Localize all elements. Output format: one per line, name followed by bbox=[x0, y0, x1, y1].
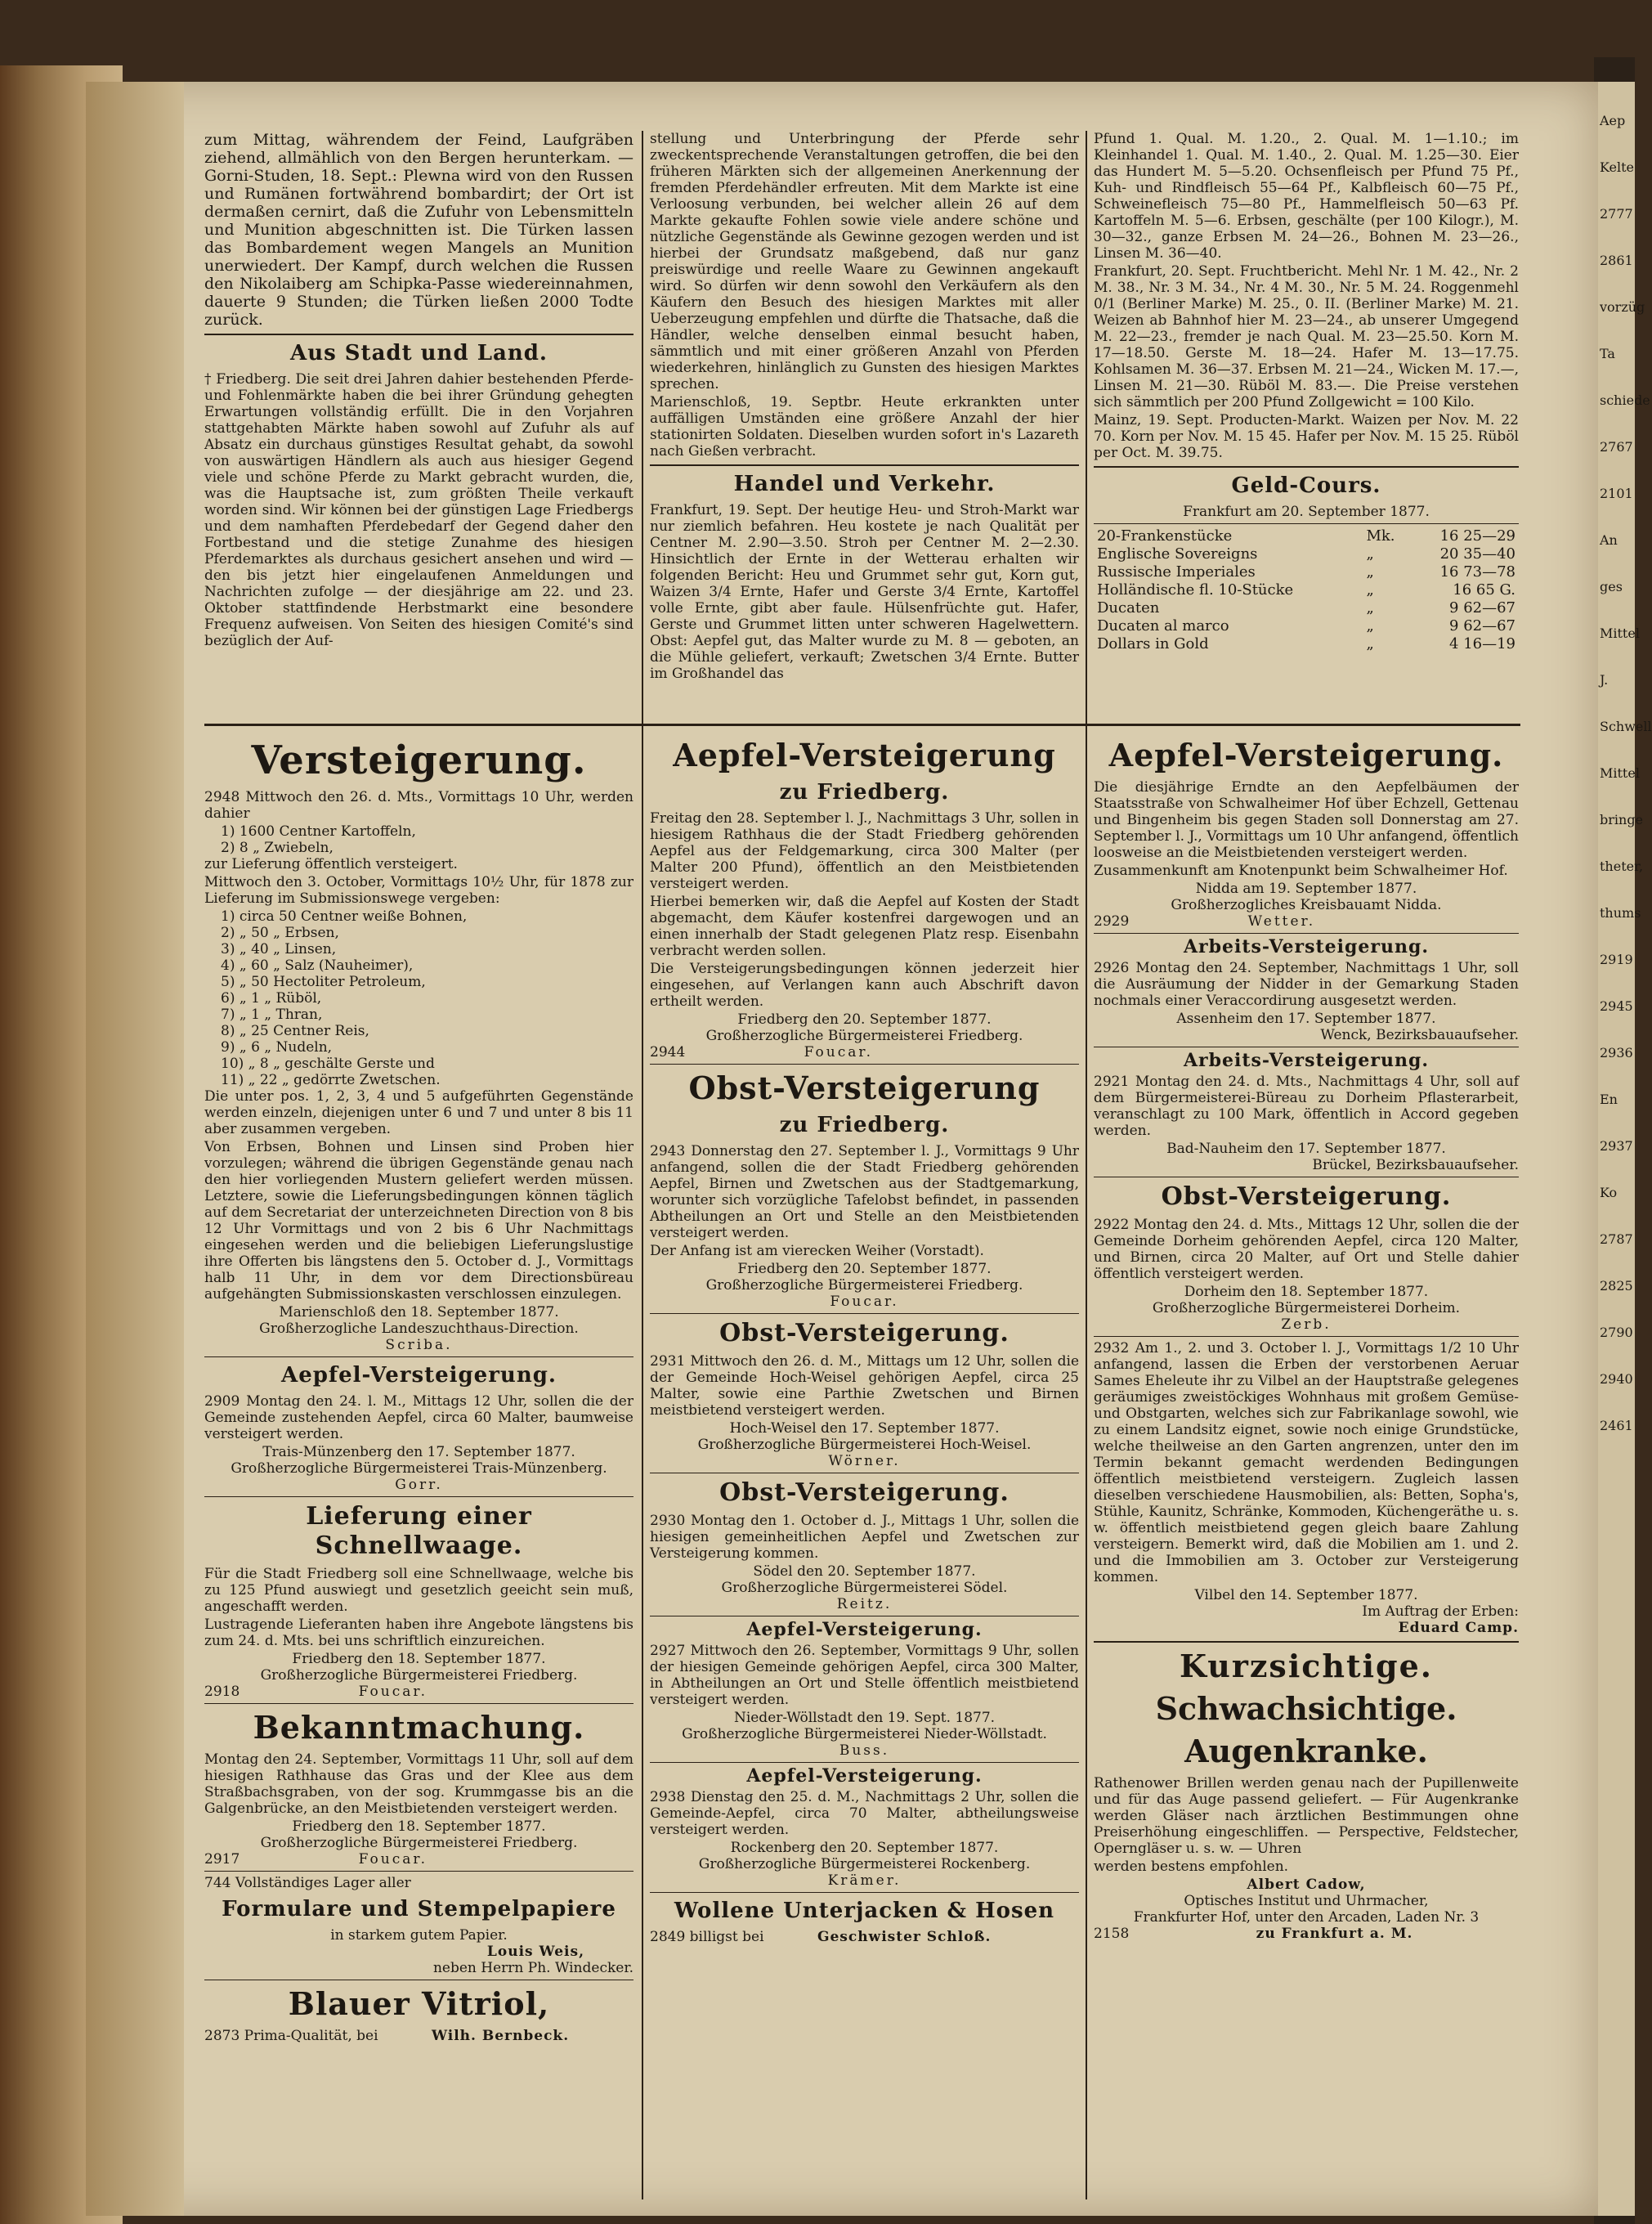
margin-fragment: 2101 bbox=[1600, 486, 1633, 501]
margin-fragment: Mittel bbox=[1600, 626, 1640, 641]
list-item: 5) „ 50 Hectoliter Petroleum, bbox=[221, 974, 426, 990]
ad-text: Mittwoch den 3. October, Vormittags 10½ Uhr, für 1878 zur Lieferung im Submissionswege vergeben: bbox=[204, 874, 633, 907]
ad-text: Von Erbsen, Bohnen und Linsen sind Proben hier vorzulegen; während die übrigen Gegenstände genau nach den hier vorliegenden Mustern geliefert werden müssen. Letztere, sowie die Lieferungsbedingungen können täglich auf dem Secretariat der unterzeichneten Direction von 8 bis 12 Uhr Vormittags und von 2 bis 6 Uhr Nachmittags eingesehen werden und die beliebigen Lieferungslustige ihre Offerten bis längstens den 5. October d. J., Vormittags halb 11 Uhr, in dem vor dem Directionsbüreau aufgehängten Submissionskasten verschlossen einzulegen. bbox=[204, 1139, 633, 1303]
margin-fragment: Kelte bbox=[1600, 159, 1635, 175]
list-item: 2) „ 50 „ Erbsen, bbox=[221, 925, 339, 941]
ad-date: Hoch-Weisel den 17. September 1877. bbox=[729, 1420, 1000, 1437]
ad-number: 2931 bbox=[650, 1353, 686, 1370]
margin-fragment: 2790 bbox=[1600, 1325, 1633, 1340]
ad-number: 744 bbox=[204, 1875, 231, 1891]
exchange-name: Holländische fl. 10-Stücke bbox=[1097, 581, 1294, 599]
margin-fragment: schiede bbox=[1600, 392, 1650, 408]
margin-fragment: 2936 bbox=[1600, 1045, 1633, 1060]
ad-title: Blauer Vitriol, bbox=[288, 1985, 550, 2022]
ad-text: Donnerstag den 27. September l. J., Vormittags 9 Uhr anfangend, sollen die der Stadt Friedberg gehörenden Aepfel, Birnen und Zwetschen aus der Stadtgemarkung, worunter sich vorzügliche Tafelobst befindet, in passenden Abtheilungen an Ort und Stelle an den Meistbietenden versteigert werden. bbox=[650, 1143, 1079, 1241]
divider bbox=[650, 464, 1079, 466]
marienschloss-note: Marienschloß, 19. Septbr. Heute erkrankten unter auffälligen Umständen eine größere Anzahl der hier stationirten Soldaten. Dieselben wurden sofort in's Lazareth nach Gießen verbracht. bbox=[650, 394, 1079, 460]
ad-title: Augenkranke. bbox=[1184, 1733, 1428, 1769]
exchange-row bbox=[1094, 581, 1519, 599]
ad-signature: Reitz. bbox=[836, 1596, 893, 1612]
divider bbox=[1094, 1336, 1519, 1337]
margin-fragment: J. bbox=[1600, 672, 1609, 688]
ad-title: Aepfel-Versteigerung bbox=[673, 737, 1056, 773]
ad-authority: Großherzogliches Kreisbauamt Nidda. bbox=[1171, 897, 1442, 913]
exchange-value: 20 35—40 bbox=[1439, 545, 1515, 563]
margin-fragment: 2787 bbox=[1600, 1231, 1633, 1247]
list-item: 6) „ 1 „ Rüböl, bbox=[221, 990, 322, 1007]
ad-title: Kurzsichtige. bbox=[1180, 1648, 1433, 1684]
ad-subtitle: zu Friedberg. bbox=[779, 1113, 950, 1137]
mainz-report: Mainz, 19. Sept. Producten-Markt. Waizen per Nov. M. 22 70. Korn per Nov. M. 15 45. Hafer per Nov. M. 15 25. Rüböl per Oct. M. 39.75. bbox=[1094, 412, 1519, 461]
exchange-row bbox=[1094, 563, 1519, 581]
exchange-name: Dollars in Gold bbox=[1097, 635, 1209, 652]
ad-text: Die diesjährige Erndte an den Aepfelbäumen der Staatsstraße von Schwalheimer Hof über Echzell, Gettenau und Bingenheim bis gegen Staden soll Donnerstag am 27. September l. J., Vormittags um 10 Uhr anfangend, öffentlich loosweise an die Meistbietenden versteigert werden. bbox=[1094, 779, 1519, 861]
ad-authority: Großherzogliche Bürgermeisterei Friedberg. bbox=[705, 1277, 1023, 1294]
ad-title: Aepfel-Versteigerung. bbox=[746, 1765, 983, 1787]
ad-text: Mittwoch den 26. September, Vormittags 9 Uhr, sollen der hiesigen Gemeinde gehörigen Aepfel, circa 300 Malter, in Abtheilungen an Ort und Stelle öffentlich meistbietend versteigert werden. bbox=[650, 1643, 1080, 1708]
ad-signature: Wenck, Bezirksbauaufseher. bbox=[1320, 1027, 1519, 1043]
list-item: 10) „ 8 „ geschälte Gerste und bbox=[221, 1056, 435, 1072]
ad-signature: Foucar. bbox=[358, 1684, 428, 1700]
ad-signature: Foucar. bbox=[804, 1044, 874, 1060]
ad-number: 2926 bbox=[1094, 960, 1130, 976]
ad-text: billigst bei bbox=[689, 1929, 764, 1945]
ad-authority: Großherzogliche Bürgermeisterei Dorheim. bbox=[1152, 1300, 1461, 1316]
list-item: 8) „ 25 Centner Reis, bbox=[221, 1023, 369, 1039]
exchange-value: 16 25—29 bbox=[1439, 527, 1515, 545]
list-item: 7) „ 1 „ Thran, bbox=[221, 1007, 323, 1023]
ad-number: 2944 bbox=[650, 1044, 686, 1060]
ad-signature: Gorr. bbox=[395, 1477, 443, 1493]
ad-number: 2918 bbox=[204, 1684, 240, 1700]
ad-date: Friedberg den 20. September 1877. bbox=[737, 1261, 992, 1277]
ad-date: Dorheim den 18. September 1877. bbox=[1184, 1284, 1429, 1300]
column-rule bbox=[642, 131, 643, 728]
ad-signature: Scriba. bbox=[385, 1337, 453, 1353]
exchange-value: 9 62—67 bbox=[1449, 617, 1515, 634]
exchange-name: Ducaten al marco bbox=[1097, 617, 1229, 634]
ad-text: in starkem gutem Papier. bbox=[330, 1927, 508, 1944]
ad-text: Montag den 24. d. Mts., Mittags 12 Uhr, sollen die der Gemeinde Dorheim gehörenden Aepfel, circa 120 Malter, und Birnen, circa 20 Malter, auf Ort und Stelle dahier öffentlich versteigert werden. bbox=[1094, 1217, 1520, 1282]
divider bbox=[1094, 523, 1519, 524]
exchange-unit: „ bbox=[1366, 617, 1374, 634]
ad-text: Zusammenkunft am Knotenpunkt beim Schwalheimer Hof. bbox=[1094, 863, 1508, 879]
exchange-row bbox=[1094, 635, 1519, 653]
margin-fragment: 2940 bbox=[1600, 1371, 1633, 1387]
ad-text: Dienstag den 25. d. M., Nachmittags 2 Uhr, sollen die Gemeinde-Aepfel, circa 70 Malter, abtheilungsweise versteigert werden. bbox=[650, 1789, 1079, 1838]
ad-text: werden bestens empfohlen. bbox=[1094, 1859, 1289, 1875]
price-report: Pfund 1. Qual. M. 1.20., 2. Qual. M. 1—1.10.; im Kleinhandel 1. Qual. M. 1.40., 2. Qual. M. 1.25—30. Eier das Hundert M. 5—5.20. Ochsenfleisch per Pfund 75 Pf., Kuh- und Rindfleisch 55—64 Pf., Kalbfleisch 60—75 Pf., Schweinefleisch 75—80 Pf., Hammelfleisch 50—63 Pf. Kartoffeln M. 5—6. Erbsen, geschälte (per 100 Kilogr.), M. 30—32., ganze Erbsen M. 24—26., Bohnen M. 23—26., Linsen M. 36—40. bbox=[1094, 131, 1519, 262]
news-column-3 bbox=[1094, 131, 1519, 653]
ad-signature: Foucar. bbox=[358, 1851, 428, 1868]
news-column-1 bbox=[204, 131, 633, 651]
ad-text: Hierbei bemerken wir, daß die Aepfel auf Kosten der Stadt abgemacht, dem Käufer kostenfrei dargewogen und an einen innerhalb der Stadt gelegenen Platz resp. Eisenbahn verbracht werden sollen. bbox=[650, 894, 1079, 959]
exchange-row bbox=[1094, 599, 1519, 617]
margin-fragment: 2919 bbox=[1600, 952, 1633, 967]
divider bbox=[204, 1703, 633, 1704]
section-heading: Handel und Verkehr. bbox=[733, 472, 996, 496]
ad-title: Aepfel-Versteigerung. bbox=[281, 1363, 557, 1388]
ad-text: Montag den 24. l. M., Mittags 12 Uhr, sollen die der Gemeinde zustehenden Aepfel, circa 60 Malter, baumweise versteigert werden. bbox=[204, 1393, 633, 1442]
exchange-value: 9 62—67 bbox=[1449, 599, 1515, 617]
divider bbox=[204, 334, 633, 335]
list-item: 3) „ 40 „ Linsen, bbox=[221, 941, 337, 957]
ad-number: 2849 bbox=[650, 1929, 686, 1945]
margin-fragment: An bbox=[1600, 532, 1618, 548]
adjacent-page-margin bbox=[1598, 82, 1652, 2216]
margin-fragment: En bbox=[1600, 1092, 1618, 1107]
list-item: 1) circa 50 Centner weiße Bohnen, bbox=[221, 908, 468, 925]
ad-title: Obst-Versteigerung. bbox=[719, 1319, 1010, 1347]
ad-signature: Eduard Camp. bbox=[1398, 1620, 1519, 1636]
exchange-value: 16 65 G. bbox=[1453, 581, 1515, 599]
exchange-unit: „ bbox=[1366, 599, 1374, 617]
ad-signature: Wörner. bbox=[828, 1453, 901, 1469]
ad-line: 1) 1600 Centner Kartoffeln, bbox=[221, 823, 416, 840]
ad-name: Wilh. Bernbeck. bbox=[431, 2028, 570, 2044]
ad-authority: Großherzogliche Bürgermeisterei Rockenberg. bbox=[698, 1856, 1031, 1872]
ad-number: 2909 bbox=[204, 1393, 240, 1410]
ad-text: Am 1., 2. und 3. October l. J., Vormittags 1/2 10 Uhr anfangend, lassen die Erben der verstorbenen Aeruar Sames Eheleute ihr zu Vilbel an der Hauptstraße gelegenes geräumiges zweistöckiges Wohnhaus mit großem Gemüse- und Obstgarten, welches sich zur Fabrikanlage sowohl, wie zu einem Landsitz eignet, sowie noch einige Grundstücke, welche theilweise an den Garten angrenzen, unter den im Termin bekannt gemacht werdenden Bedingungen öffentlich meistbietend versteigern. Zugleich lassen dieselben verschiedene Hausmobilien, als: Betten, Sopha's, Stühle, Kaunitz, Schränke, Kommoden, Küchengeräthe u. s. w. öffentlich meistbietend gegen gleich baare Zahlung versteigern. Bemerkt wird, daß die Mobilien am 1. und 2. und die Immobilien am 3. October zur Versteigerung kommen. bbox=[1094, 1340, 1520, 1585]
ad-signature: Buss. bbox=[839, 1742, 890, 1759]
ad-number: 2927 bbox=[650, 1643, 686, 1659]
ad-text: Rathenower Brillen werden genau nach der Pupillenweite und für das Auge passend geliefert. — Für Augenkranke werden Gläser nach ärztlichen Bestimmungen ohne Preiserhöhung eingeschliffen. — Perspective, Feldstecher, Operngläser u. s. w. — Uhren bbox=[1094, 1775, 1519, 1857]
ad-title: Arbeits-Versteigerung. bbox=[1183, 936, 1430, 957]
ad-authority: Großherzogliche Bürgermeisterei Hoch-Weisel. bbox=[697, 1437, 1032, 1453]
ad-number: 2932 bbox=[1094, 1340, 1130, 1356]
exchange-row bbox=[1094, 617, 1519, 635]
ad-title: Formulare und Stempelpapiere bbox=[222, 1897, 616, 1921]
ad-title: Obst-Versteigerung. bbox=[1161, 1182, 1452, 1211]
ad-signature: Wetter. bbox=[1247, 913, 1316, 930]
ad-signature: Zerb. bbox=[1281, 1316, 1332, 1333]
divider bbox=[650, 1762, 1079, 1763]
margin-fragment: Ko bbox=[1600, 1185, 1618, 1200]
margin-fragment: 2937 bbox=[1600, 1138, 1633, 1154]
ad-title: Lieferung einer Schnellwaage. bbox=[306, 1502, 532, 1560]
divider bbox=[204, 1356, 633, 1357]
exchange-name: Ducaten bbox=[1097, 599, 1160, 617]
ad-signature: Foucar. bbox=[830, 1294, 899, 1310]
ad-name: Geschwister Schloß. bbox=[817, 1929, 992, 1945]
divider bbox=[204, 1496, 633, 1497]
ad-date: Friedberg den 20. September 1877. bbox=[737, 1011, 992, 1028]
war-report: zum Mittag, währendem der Feind, Laufgräben ziehend, allmählich von den Bergen herunterkam. — Gorni-Studen, 18. Sept.: Plewna wird von den Russen und Rumänen fortwährend bombardirt; der Ort ist dermaßen cernirt, daß die Zufuhr von Lebensmitteln und Munition abgeschnitten ist. Die Türken lassen das Bombardement wegen Mangels an Munition unerwiedert. Der Kampf, durch welchen die Russen den Nikolaiberg am Schipka-Passe wiedereinnahmen, dauerte 9 Stunden; die Türken ließen 2000 Todte zurück. bbox=[204, 131, 633, 329]
ad-number: 2930 bbox=[650, 1513, 686, 1529]
margin-fragment: 2825 bbox=[1600, 1278, 1633, 1294]
ad-text: Montag den 24. September, Nachmittags 1 Uhr, soll die Ausräumung der Nidder in der Gemarkung Staden nochmals einer Veraccordirung ausgesetzt werden. bbox=[1094, 960, 1519, 1009]
divider bbox=[650, 1313, 1079, 1314]
exchange-name: 20-Frankenstücke bbox=[1097, 527, 1233, 545]
ad-number: 2922 bbox=[1094, 1217, 1130, 1233]
ad-subtitle: zu Friedberg. bbox=[779, 780, 950, 805]
divider bbox=[204, 1871, 633, 1872]
ad-text: Mittwoch den 26. d. Mts., Vormittags 10 Uhr, werden dahier bbox=[204, 789, 634, 822]
ad-number: 2873 bbox=[204, 2028, 240, 2044]
margin-fragment: Aep bbox=[1600, 113, 1626, 128]
margin-fragment: Schwell bbox=[1600, 719, 1652, 734]
money-subheading: Frankfurt am 20. September 1877. bbox=[1183, 504, 1430, 520]
exchange-unit: „ bbox=[1366, 581, 1374, 599]
ad-text: Prima-Qualität, bei bbox=[244, 2028, 378, 2044]
exchange-row bbox=[1094, 545, 1519, 563]
exchange-unit: Mk. bbox=[1366, 527, 1395, 545]
exchange-row bbox=[1094, 527, 1519, 545]
ad-text: Freitag den 28. September l. J., Nachmittags 3 Uhr, sollen in hiesigem Rathhaus die der Stadt Friedberg gehörenden Aepfel aus der Feldgemarkung, circa 300 Malter (per Malter 200 Pfund), öffentlich an den Meistbietenden versteigert werden. bbox=[650, 810, 1079, 892]
ad-text: Lustragende Lieferanten haben ihre Angebote längstens bis zum 24. d. Mts. bei uns schriftlich einzureichen. bbox=[204, 1616, 633, 1649]
ad-title: Obst-Versteigerung. bbox=[719, 1478, 1010, 1507]
ad-number: 2929 bbox=[1094, 913, 1130, 930]
margin-fragment: ges bbox=[1600, 579, 1623, 594]
ad-date: Friedberg den 18. September 1877. bbox=[292, 1651, 546, 1667]
divider bbox=[650, 1064, 1079, 1065]
ad-text: Montag den 24. d. Mts., Nachmittags 4 Uhr, soll auf dem Bürgermeisterei-Büreau zu Dorheim Pflasterarbeit, veranschlagt zu 100 Mark, öffentlich in Accord gegeben werden. bbox=[1094, 1074, 1519, 1139]
ad-text: Montag den 1. October d. J., Mittags 1 Uhr, sollen die hiesigen gemeinheitlichen Aepfel und Zwetschen zur Versteigerung kommen. bbox=[650, 1513, 1080, 1562]
ad-signature: Brückel, Bezirksbauaufseher. bbox=[1312, 1157, 1519, 1173]
margin-fragment: 2461 bbox=[1600, 1418, 1633, 1433]
divider bbox=[1094, 933, 1519, 934]
ad-address: Optisches Institut und Uhrmacher, bbox=[1184, 1893, 1429, 1909]
ad-text: Die unter pos. 1, 2, 3, 4 und 5 aufgeführten Gegenstände werden einzeln, diejenigen unter 6 und 7 und unter 8 bis 11 aber zusammen vergeben. bbox=[204, 1088, 633, 1137]
ad-authority: Großherzogliche Bürgermeisterei Friedberg. bbox=[705, 1028, 1023, 1044]
column-rule bbox=[1086, 728, 1087, 2199]
divider bbox=[650, 1892, 1079, 1893]
ad-number: 2917 bbox=[204, 1851, 240, 1868]
ad-authority: Großherzogliche Landeszuchthaus-Direction. bbox=[259, 1320, 579, 1337]
ad-date: Friedberg den 18. September 1877. bbox=[292, 1818, 546, 1835]
section-heading: Aus Stadt und Land. bbox=[290, 341, 548, 365]
margin-fragment: bringe bbox=[1600, 812, 1644, 827]
ad-date: Vilbel den 14. September 1877. bbox=[1194, 1587, 1418, 1603]
ad-text: Montag den 24. September, Vormittags 11 Uhr, soll auf dem hiesigen Rathhause das Gras und der Klee aus dem Straßbachsgraben, von der sog. Krummgasse bis an die Galgenbrücke, an den Meistbietenden versteigert werden. bbox=[204, 1751, 633, 1817]
exchange-table bbox=[1094, 527, 1519, 653]
exchange-name: Englische Sovereigns bbox=[1097, 545, 1258, 563]
page-spine bbox=[86, 82, 184, 2216]
fruit-report: Frankfurt, 20. Sept. Fruchtbericht. Mehl Nr. 1 M. 42., Nr. 2 M. 38., Nr. 3 M. 34., Nr. 4 M. 30., Nr. 5 M. 24. Roggenmehl 0/1 (Berliner Marke) M. 25., 0. II. (Berliner Marke) M. 21. Weizen ab Bahnhof hier M. 23—24., ab unserer Umgegend M. 22—23., fremder je nach Qual. M. 23—25.50. Korn M. 17—18.50. Gerste M. 18—24. Hafer M. 13—17.75. Kohlsamen M. 36—37. Erbsen M. 21—24., Wicken M. 17.—, Linsen M. 21—30. Rüböl M. 83.—. Die Preise verstehen sich sämmtlich per 200 Pfund Zollgewicht = 100 Kilo. bbox=[1094, 263, 1519, 410]
horse-market-text: stellung und Unterbringung der Pferde sehr zweckentsprechende Veranstaltungen getroffen, die bei den früheren Märkten sich der allgemeinen Anerkennung der fremden Pferdehändler erfreuten. Mit dem Markte ist eine Verloosung verbunden, bei welcher allein 26 auf dem Markte gekaufte Fohlen sowie viele andere schöne und nützliche Gegenstände als Gewinne gezogen werden und ist hierbei der Grundsatz maßgebend, daß nur ganz preiswürdige und reelle Waare zu Gewinnen angekauft wird. So dürfen wir denn sowohl den Verkäufern als den Käufern den Besuch des hiesigen Marktes mit aller Ueberzeugung empfehlen und dürfte die Thatsache, daß die Händler, welche denselben einmal besucht haben, sämmtlich und mit einer größeren Anzahl von Pferden wiederkehren, hinlänglich zu Gunsten des hiesigen Marktes sprechen. bbox=[650, 131, 1079, 392]
ad-address: neben Herrn Ph. Windecker. bbox=[432, 1960, 633, 1976]
ad-text: Für die Stadt Friedberg soll eine Schnellwaage, welche bis zu 125 Pfund auswiegt und gesetzlich geeicht sein muß, angeschafft werden. bbox=[204, 1566, 633, 1615]
ad-name: Louis Weis, bbox=[486, 1944, 584, 1960]
margin-fragment: vorzüg bbox=[1600, 299, 1645, 315]
ads-column-3 bbox=[1094, 732, 1519, 1942]
exchange-name: Russische Imperiales bbox=[1097, 563, 1256, 581]
ad-number: 2921 bbox=[1094, 1074, 1130, 1090]
ad-title: Versteigerung. bbox=[251, 738, 587, 783]
exchange-unit: „ bbox=[1366, 545, 1374, 563]
margin-fragment: theter, bbox=[1600, 859, 1644, 874]
news-column-2 bbox=[650, 131, 1079, 684]
ad-title: Obst-Versteigerung bbox=[688, 1069, 1041, 1106]
ad-authority: Großherzogliche Bürgermeisterei Friedberg. bbox=[260, 1667, 578, 1684]
ad-authority: Großherzogliche Bürgermeisterei Trais-Münzenberg. bbox=[231, 1460, 607, 1477]
market-report: Frankfurt, 19. Sept. Der heutige Heu- und Stroh-Markt war nur ziemlich befahren. Heu kostete je nach Qualität per Centner M. 2.90—3.50. Stroh per Centner M. 2—2.30. Hinsichtlich der Ernte in der Wetterau erhalten wir folgenden Bericht: Heu und Grummet sehr gut, Korn gut, Waizen 3/4 Ernte, Hafer und Gerste 3/4 Ernte, Kartoffel volle Ernte, gibt aber faule. Hülsenfrüchte gut. Hafer, Gerste und Grummet litten unter schweren Hagelwettern. Obst: Aepfel gut, das Malter wurde zu M. 8 — geboten, an die Mühle geliefert, verkauft; Zwetschen 3/4 Ernte. Butter im Großhandel das bbox=[650, 502, 1079, 682]
list-item: 11) „ 22 „ gedörrte Zwetschen. bbox=[221, 1072, 441, 1088]
ad-address: zu Frankfurt a. M. bbox=[1256, 1926, 1413, 1942]
ad-text: Mittwoch den 26. d. M., Mittags um 12 Uhr, sollen die der Gemeinde Hoch-Weisel gehörigen Aepfel, circa 25 Malter, sowie eine Parthie Zwetschen und Birnen meistbietend versteigert werden. bbox=[650, 1353, 1080, 1419]
ad-text: Der Anfang ist am vierecken Weiher (Vorstadt). bbox=[650, 1243, 984, 1259]
ad-number: 2943 bbox=[650, 1143, 686, 1159]
ad-authority: Großherzogliche Bürgermeisterei Nieder-Wöllstadt. bbox=[682, 1726, 1047, 1742]
ad-name: Albert Cadow, bbox=[1247, 1876, 1366, 1893]
money-heading: Geld-Cours. bbox=[1231, 473, 1381, 498]
ad-date: Södel den 20. September 1877. bbox=[753, 1563, 976, 1580]
ad-title: Schwachsichtige. bbox=[1155, 1690, 1457, 1727]
margin-fragment: Ta bbox=[1600, 346, 1615, 361]
ad-text: Vollständiges Lager aller bbox=[235, 1875, 411, 1891]
ad-title: Arbeits-Versteigerung. bbox=[1183, 1050, 1430, 1071]
exchange-unit: „ bbox=[1366, 563, 1374, 581]
divider bbox=[1094, 466, 1519, 468]
ads-column-1 bbox=[204, 732, 633, 2044]
ad-authority: Großherzogliche Bürgermeisterei Södel. bbox=[721, 1580, 1008, 1596]
exchange-unit: „ bbox=[1366, 635, 1374, 652]
list-item: 9) „ 6 „ Nudeln, bbox=[221, 1039, 333, 1056]
ad-signature: Krämer. bbox=[827, 1872, 902, 1889]
ad-date: Bad-Nauheim den 17. September 1877. bbox=[1166, 1141, 1446, 1157]
ad-date: Rockenberg den 20. September 1877. bbox=[730, 1840, 999, 1856]
ad-date: Nidda am 19. September 1877. bbox=[1195, 881, 1417, 897]
ad-line: 2) 8 „ Zwiebeln, bbox=[221, 840, 334, 856]
local-news: † Friedberg. Die seit drei Jahren dahier bestehenden Pferde- und Fohlenmärkte haben die bei ihrer Gründung gehegten Erwartungen vollständig erfüllt. Die in den Vorjahren stattgehabten Märkte haben sowohl auf Zufuhr als auf Absatz ein durchaus günstiges Resultat gehabt, da sowohl von auswärtigen Händlern als auch aus hiesiger Gegend viele und schöne Pferde zu Markt gebracht wurden, die, was die Hauptsache ist, zum größten Theile verkauft worden sind. Wir können bei der günstigen Lage Friedbergs und dem namhaften Pferdebedarf der Gegend daher den Fortbestand und die stetige Zunahme des hiesigen Pferdemarktes als durchaus gesichert ansehen und wird — den bis jetzt hier eingelaufenen Anmeldungen und Nachrichten zufolge — der diesjährige am 22. und 23. Oktober stattfindende Herbstmarkt eine besondere Frequenz aufweisen. Von Seiten des hiesigen Comité's sind bezüglich der Auf- bbox=[204, 371, 633, 649]
margin-fragment: 2945 bbox=[1600, 998, 1633, 1014]
exchange-value: 4 16—19 bbox=[1449, 635, 1515, 652]
ad-text: zur Lieferung öffentlich versteigert. bbox=[204, 856, 458, 872]
ad-number: 2158 bbox=[1094, 1926, 1130, 1942]
ad-date: Trais-Münzenberg den 17. September 1877. bbox=[262, 1444, 575, 1460]
margin-fragment: 2767 bbox=[1600, 439, 1633, 455]
column-rule bbox=[642, 728, 643, 2199]
ad-title: Aepfel-Versteigerung. bbox=[1108, 737, 1504, 773]
ad-address: Frankfurter Hof, unter den Arcaden, Laden Nr. 3 bbox=[1133, 1909, 1480, 1926]
margin-fragment: Mittel bbox=[1600, 765, 1640, 781]
ad-text: Die Versteigerungsbedingungen können jederzeit hier eingesehen, auf Verlangen kann auch Abschrift davon ertheilt werden. bbox=[650, 961, 1079, 1010]
ad-date: Marienschloß den 18. September 1877. bbox=[279, 1304, 559, 1320]
ad-title: Aepfel-Versteigerung. bbox=[746, 1619, 983, 1640]
ads-column-2 bbox=[650, 732, 1079, 1945]
ad-title: Wollene Unterjacken & Hosen bbox=[674, 1899, 1055, 1923]
column-rule bbox=[1086, 131, 1087, 728]
list-item: 4) „ 60 „ Salz (Nauheimer), bbox=[221, 957, 414, 974]
margin-fragment: 2777 bbox=[1600, 206, 1633, 222]
margin-fragment: thums bbox=[1600, 905, 1641, 921]
section-rule bbox=[204, 724, 1520, 726]
ad-authority: Im Auftrag der Erben: bbox=[1362, 1603, 1519, 1620]
ad-date: Assenheim den 17. September 1877. bbox=[1176, 1011, 1436, 1027]
item-list bbox=[204, 908, 633, 1088]
ad-number: 2938 bbox=[650, 1789, 686, 1805]
ad-title: Bekanntmachung. bbox=[253, 1709, 585, 1746]
ad-number: 2948 bbox=[204, 789, 240, 805]
divider bbox=[1094, 1641, 1519, 1643]
ad-authority: Großherzogliche Bürgermeisterei Friedberg. bbox=[260, 1835, 578, 1851]
exchange-value: 16 73—78 bbox=[1439, 563, 1515, 581]
ad-date: Nieder-Wöllstadt den 19. Sept. 1877. bbox=[733, 1710, 996, 1726]
margin-fragment: 2861 bbox=[1600, 253, 1633, 268]
